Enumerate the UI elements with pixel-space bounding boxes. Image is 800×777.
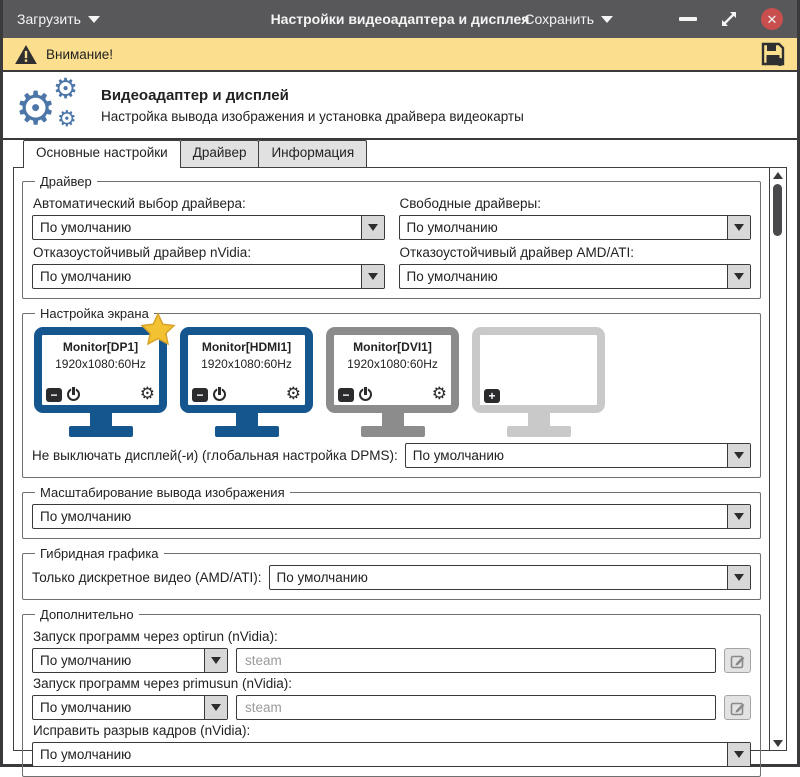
monitor-settings-gear-icon[interactable]: ⚙	[285, 384, 301, 404]
content-panel	[13, 167, 787, 762]
tab-information[interactable]: Информация	[258, 140, 367, 167]
free-drivers-label: Свободные драйверы:	[399, 196, 541, 211]
scaling-section-legend: Масштабирование вывода изображения	[40, 485, 285, 500]
chevron-down-icon	[88, 16, 100, 23]
page-subtitle: Настройка вывода изображения и установка драйвера видеокарты	[101, 108, 524, 124]
monitor-dvi1[interactable]	[326, 327, 459, 437]
tearfix-label: Исправить разрыв кадров (nVidia):	[33, 723, 251, 738]
save-menu-label: Сохранить	[524, 11, 594, 27]
titlebar	[3, 0, 797, 38]
chevron-down-icon	[727, 505, 750, 528]
extra-section-legend: Дополнительно	[40, 607, 134, 622]
edit-pencil-icon	[730, 700, 746, 716]
failsafe-nvidia-label: Отказоустойчивый драйвер nVidia:	[33, 245, 252, 260]
dpms-select[interactable]: По умолчанию	[405, 443, 751, 468]
primary-star-icon	[141, 313, 175, 345]
chevron-down-icon	[204, 649, 227, 672]
monitor-hdmi1[interactable]	[180, 327, 313, 437]
monitor-add-slot[interactable]	[472, 327, 605, 437]
scroll-area	[14, 168, 769, 762]
edit-pencil-icon	[730, 653, 746, 669]
discrete-video-select[interactable]: По умолчанию	[269, 565, 751, 590]
monitor-resolution: 1920x1080:60Hz	[201, 357, 292, 371]
gears-icon: ⚙ ⚙ ⚙	[15, 72, 79, 135]
scaling-section	[22, 485, 761, 539]
monitor-disable-button[interactable]: −	[338, 388, 354, 402]
save-menu-button[interactable]	[524, 11, 613, 27]
load-menu-label: Загрузить	[17, 11, 81, 27]
chevron-down-icon	[727, 743, 750, 766]
minimize-icon	[679, 17, 697, 21]
warning-icon	[15, 45, 37, 64]
power-icon[interactable]	[358, 387, 373, 402]
chevron-down-icon	[727, 265, 750, 288]
arrow-down-icon	[773, 740, 783, 747]
screen-section	[22, 306, 761, 478]
monitor-name: Monitor[DP1]	[62, 340, 139, 354]
primusun-input[interactable]	[236, 695, 716, 720]
primusun-select[interactable]: По умолчанию	[32, 695, 228, 720]
primusun-edit-button[interactable]	[724, 695, 751, 720]
monitor-name: Monitor[HDMI1]	[201, 340, 292, 354]
chevron-down-icon	[601, 16, 613, 23]
driver-section	[22, 174, 761, 299]
window-title: Настройки видеоадаптера и дисплея	[270, 11, 530, 27]
monitor-add-button[interactable]: +	[484, 389, 500, 403]
resize-icon	[719, 9, 739, 29]
chevron-down-icon	[361, 265, 384, 288]
menu-icon[interactable]	[635, 11, 657, 28]
chevron-down-icon	[361, 216, 384, 239]
driver-section-legend: Драйвер	[40, 174, 92, 189]
failsafe-nvidia-select[interactable]: По умолчанию	[32, 264, 385, 289]
scrollbar-track[interactable]	[770, 182, 786, 736]
scaling-select[interactable]: По умолчанию	[32, 504, 751, 529]
tab-driver[interactable]: Драйвер	[180, 140, 260, 167]
monitor-settings-gear-icon[interactable]: ⚙	[139, 384, 155, 404]
dpms-label: Не выключать дисплей(-и) (глобальная настройка DPMS):	[32, 448, 398, 463]
scrollbar-thumb[interactable]	[773, 184, 782, 236]
vertical-scrollbar[interactable]	[769, 168, 786, 750]
monitor-resolution: 1920x1080:60Hz	[55, 357, 146, 371]
monitor-dp1[interactable]	[34, 327, 167, 437]
monitor-disable-button[interactable]: −	[46, 388, 62, 402]
tab-main-settings[interactable]: Основные настройки	[23, 140, 181, 168]
auto-driver-select[interactable]: По умолчанию	[32, 215, 385, 240]
monitor-stand	[180, 413, 313, 437]
close-icon: ✕	[766, 11, 778, 27]
hybrid-section-legend: Гибридная графика	[40, 546, 159, 561]
resize-button[interactable]	[719, 9, 739, 29]
monitor-resolution: 1920x1080:60Hz	[347, 357, 438, 371]
chevron-down-icon	[727, 216, 750, 239]
tearfix-select[interactable]: По умолчанию	[32, 742, 751, 767]
chevron-down-icon	[204, 696, 227, 719]
monitor-settings-gear-icon[interactable]: ⚙	[431, 384, 447, 404]
auto-driver-label: Автоматический выбор драйвера:	[33, 196, 246, 211]
scroll-up-button[interactable]	[770, 168, 786, 182]
close-button[interactable]	[761, 8, 783, 30]
scroll-down-button[interactable]	[770, 736, 786, 750]
power-icon[interactable]	[66, 387, 81, 402]
minimize-button[interactable]	[679, 17, 697, 21]
warning-label: Внимание!	[46, 46, 114, 62]
optirun-edit-button[interactable]	[724, 648, 751, 673]
monitor-name: Monitor[DVI1]	[353, 340, 432, 354]
hybrid-section	[22, 546, 761, 600]
optirun-select[interactable]: По умолчанию	[32, 648, 228, 673]
monitor-stand	[326, 413, 459, 437]
failsafe-amd-label: Отказоустойчивый драйвер AMD/ATI:	[399, 245, 635, 260]
tab-bar	[3, 140, 797, 167]
monitor-stand	[472, 413, 605, 437]
power-icon[interactable]	[212, 387, 227, 402]
load-menu-button[interactable]	[17, 11, 100, 27]
monitor-disable-button[interactable]: −	[192, 388, 208, 402]
chevron-down-icon	[727, 444, 750, 467]
free-drivers-select[interactable]: По умолчанию	[399, 215, 752, 240]
discrete-video-label: Только дискретное видео (AMD/ATI):	[32, 570, 262, 585]
monitor-row	[32, 325, 751, 437]
optirun-label: Запуск программ через optirun (nVidia):	[33, 629, 278, 644]
monitor-stand	[34, 413, 167, 437]
extra-section	[22, 607, 761, 777]
arrow-up-icon	[773, 172, 783, 179]
save-floppy-icon[interactable]	[761, 42, 785, 66]
optirun-input[interactable]	[236, 648, 716, 673]
warning-bar	[3, 38, 797, 72]
primusun-label: Запуск программ через primusun (nVidia):	[33, 676, 293, 691]
app-header	[3, 72, 797, 140]
page-title: Видеоадаптер и дисплей	[101, 86, 289, 104]
screen-section-legend: Настройка экрана	[40, 306, 149, 321]
failsafe-amd-select[interactable]: По умолчанию	[399, 264, 752, 289]
chevron-down-icon	[727, 566, 750, 589]
